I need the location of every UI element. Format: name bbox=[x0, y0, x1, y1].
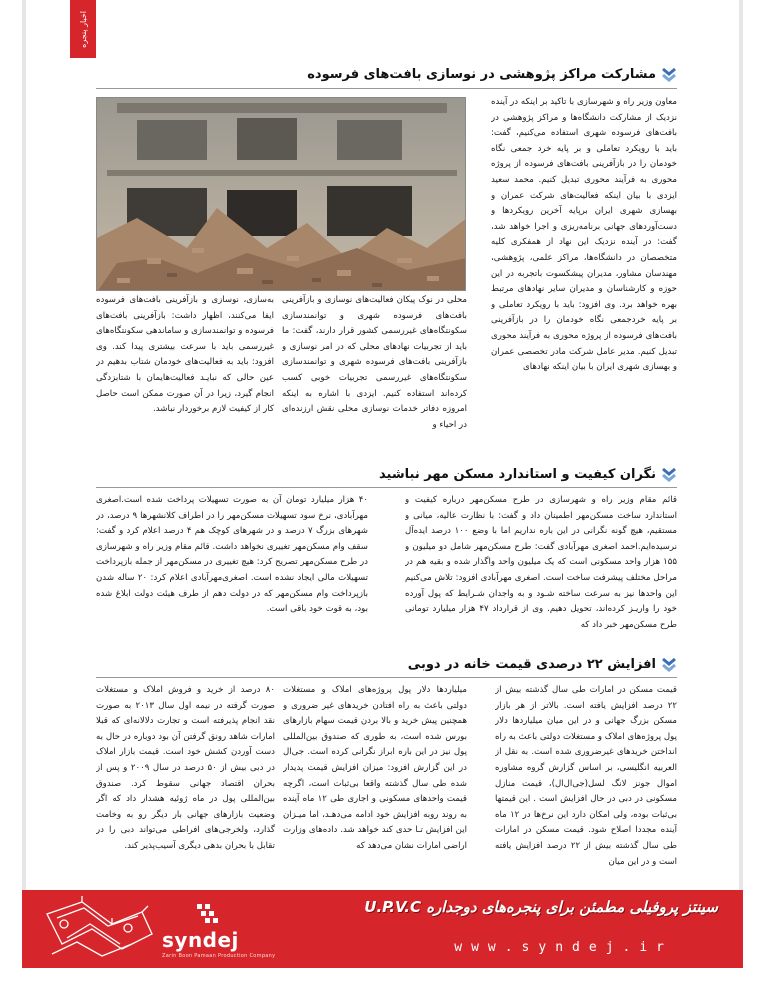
brand-subtitle: Zarin Boon Pamaan Production Company bbox=[162, 953, 276, 959]
chevron-bullet-icon bbox=[661, 66, 677, 82]
article2-title: نگران کیفیت و استاندارد مسکن مهر نباشید bbox=[379, 466, 656, 482]
chevron-bullet-icon bbox=[661, 466, 677, 482]
window-profile-illustration bbox=[42, 894, 157, 966]
article2-rule bbox=[96, 487, 677, 488]
article3-rule bbox=[96, 677, 677, 678]
article1-column-middle: محلی در نوک پیکان فعالیت‌های نوسازی و بازآفرینی بافت‌های فرسوده شهری و توانمندسازی سکونتگاه‌های غیررسمی کشور قرار دارند، گفت: ما باید از تجربیات نهادهای محلی که در امر نوسازی و بازآفرینی بافت‌های فرسوده شهری و توانمندسازی سکونتگاه‌های غیررسمی تجربیات خوبی کسب کرده‌اند استفاده کنیم. ایزدی با اشاره به اینکه امروزه دفاتر خدمات نوسازی محلی نقش ارزنده‌ای در احیاء و bbox=[282, 295, 467, 430]
section-tab bbox=[70, 0, 96, 58]
article3-heading bbox=[408, 656, 677, 672]
bottom-margin bbox=[0, 968, 765, 990]
article3-column-left: ۸۰ درصد از خرید و فروش املاک و مستغلات صورت گرفته در نیمه اول سال ۲۰۱۳ به صورت نقد انجام پذیرفته است و تجارت دلالانه‌ای که قبلا امارات شاهد رونق گرفتن آن بود دوباره در حال به دست آوردن کشش خود است. قیمت بازار املاک در دبی بیش از ۵۰ درصد در سال ۲۰۰۹ و پس از بحران اقتصاد جهانی سقوط کرد. صندوق بین‌المللی پول در ماه ژوئیه هشدار داد که اگر وضعیت بازارهای جهانی بار دیگر رو به وخامت گذارد، ولخرجی‌های افراطی می‌تواند دبی را در تقابل با بحران بدهی دیگری آسیب‌پذیر کند. bbox=[96, 685, 275, 851]
article2-heading bbox=[379, 466, 677, 482]
article1-photo bbox=[96, 97, 466, 291]
left-margin-rail bbox=[22, 0, 26, 890]
collapsed-building-image bbox=[97, 98, 466, 291]
article1-heading bbox=[307, 66, 677, 82]
article1-column-right: معاون وزیر راه و شهرسازی با تاکید بر اینکه در آینده نزدیک از مشارکت دانشگاه‌ها و مراکز پژوهشی در بافت‌های فرسوده شهری استفاده می‌کنیم، گفت: باید با رویکرد تعاملی و بر پایه خرد جمعی نگاه خودمان را در بازآفرینی بافت‌های فرسوده از پروژه محوری به فرآیند محوری تبدیل کنیم. محمد سعید ایزدی با بیان اینکه فعالیت‌های شرکت عمران و بهسازی شهری ایران برپایه آخرین رویکردها و دست‌آوردهای جهانی برنامه‌ریزی و اجرا خواهد شد، گفت: در آینده نزدیک این نهاد از همفکری کلیه متخصصان در دانشگاه‌ها، مراکز علمی، پژوهشی، مهندسان مشاور، مدیران پیشکسوت باتجربه در این حوزه و کارشناسان و مدیران سایر نهادهای مرتبط بهره خواهد برد. وی افزود: باید با رویکرد تعاملی و بر پایه خردجمعی نگاه خودمان را در بازآفرینی بافت‌های فرسوده از پروژه محوری به فرآیند محوری تبدیل کنیم. مدیر عامل شرکت مادر تخصصی عمران و بهسازی شهری ایران با بیان اینکه نهادهای bbox=[491, 97, 677, 373]
article1-column-left: به‌سازی، نوسازی و بازآفرینی بافت‌های فرسوده ایفا می‌کنند، اظهار داشت: بازآفرینی بافت‌های فرسوده و توانمندسازی و ساماندهی سکونتگاه‌های غیررسمی باید با سرعت بیشتری پیدا کند. وی افزود: باید به فعالیت‌های خودمان شتاب بدهیم در عین حالی که نبایـد فعالیت‌هایمان با شتابزدگی انجام گیرد، زیرا در آن صورت ممکن است حاصل کار از کیفیت لازم برخوردار نباشد. bbox=[96, 295, 274, 415]
right-margin-rail bbox=[739, 0, 743, 890]
website-url[interactable]: www.syndej.ir bbox=[454, 940, 673, 955]
article1-title: مشارکت مراکز پژوهشی در نوسازی بافت‌های فرسوده bbox=[307, 66, 656, 82]
section-tab-label: اخبار پنجره bbox=[78, 10, 88, 48]
article2-column-right: قائم مقام وزیر راه و شهرسازی در طرح مسکن‌مهر درباره کیفیت و استاندارد ساخت مسکن‌مهر اطمینان داد و گفت: با نظارت عالیه، میانی و مستقیم، هیچ گونه نگرانی در این باره نداریم اما با وضع ۱۰۰ درصد ایده‌آل نرسیده‌ایم.احمد اصغری مهرآبادی گفت: طرح مسکن‌مهر شامل دو میلیون و ۱۵۵ هزار واحد مسکونی است که یک میلیون واحد واگذار شده و بقیه هم در مراحل مختلف پیشرفت ساخت است. اصغری مهرآبادی افزود: تلاش می‌کنیم این واحدها نیز به سرعت ساخته شـود و به واجدان شـرایط که پول آورده خود را واریـز کرده‌اند، تحویل دهیم. وی از قرارداد ۴۷ هزار میلیارد تومانی طرح مسکن‌مهر خبر داد که bbox=[405, 495, 677, 630]
brand-name: syndej bbox=[162, 928, 239, 952]
syndej-ad-banner bbox=[22, 890, 743, 968]
article3-column-middle: میلیاردها دلار پول پروژه‌های املاک و مستغلات دولتی باعث به راه افتادن خریدهای غیر ضروری و همچنین پیش خرید و بالا بردن قیمت سهام بازارهای بورس شده است، به طوری که صندوق بین‌المللی پول نیز در این باره ابراز نگرانی کرده است. جی‌ال در این گزارش افزود: میزان افزایش قیمت پدیدار شده طی سال گذشته واقعا بی‌ثبات است، اگرچه قیمت واحدهای مسکونی و اجاری طی ۱۲ ماه آینده به روند روبه افزایش خود ادامه می‌دهـد، اما میـزان این افزایش تـا حدی کند خواهد شد. داده‌های وزارت اراضی امارات نشان می‌دهد که bbox=[283, 685, 467, 851]
article3-title: افزایش ۲۲ درصدی قیمت خانه در دوبی bbox=[407, 656, 656, 672]
article2-column-left: ۴۰ هزار میلیارد تومان آن به صورت تسهیلات پرداخت شده است.اصغری مهرآبادی، نرخ سود تسهیلات مسکن‌مهر را در اطراف کلانشهرها ۹ درصد، در شهرهای بزرگ ۷ درصد و در شهرهای کوچک هم ۴ درصد اعلام کرد و گفت: سقف وام مسکن‌مهر تغییری نخواهد داشت. قائم مقام وزیر راه و شهرسازی در طرح مسکن‌مهر تصریح کرد: هیچ تغییری در مسکن‌مهر از جمله بازپرداخت تسهیلات مالی ایجاد نشده است. اصغری‌مهرآبادی اعلام کرد: ۲۰ ساله شدن بازپرداخت وام مسکن‌مهر که در دولت دهم از طرف هیئت دولت ابلاغ شده بود، به قوت خود باقی است. bbox=[96, 495, 368, 615]
ad-slogan: سینتز پروفیلی مطمئن برای پنجره‌های دوجداره U.P.V.C bbox=[364, 898, 718, 916]
article3-column-right: قیمت مسکن در امارات طی سال گذشته بیش از ۲۲ درصد افزایش یافته است. بالاتر از هر بازار مسکن بزرگ جهانی و در این میان میلیاردها دلار پول پروژه‌های املاک و مستغلات دولتی باعث به راه انداختن خریدهای غیرضروری شده است. به نقل از العربیه انگلیسی، بر اساس گزارش گروه مشاوره اموال جونز لانگ لسل(جی‌ال‌ال)، قیمت منازل مسکونی در دبی در حال افزایش است . این قیمتها بی‌ثبات بوده، ولی امکان دارد این نرخ‌ها در ۱۲ ماه آینده مجددا اصلاح شود. قیمت مسکن در امارات طی سال گذشته بیش از ۲۲ درصد افزایش یافته است و در این میان bbox=[495, 685, 677, 867]
article1-rule bbox=[96, 88, 677, 89]
chevron-bullet-icon bbox=[661, 656, 677, 672]
syndej-logo-mark-icon bbox=[162, 902, 262, 928]
